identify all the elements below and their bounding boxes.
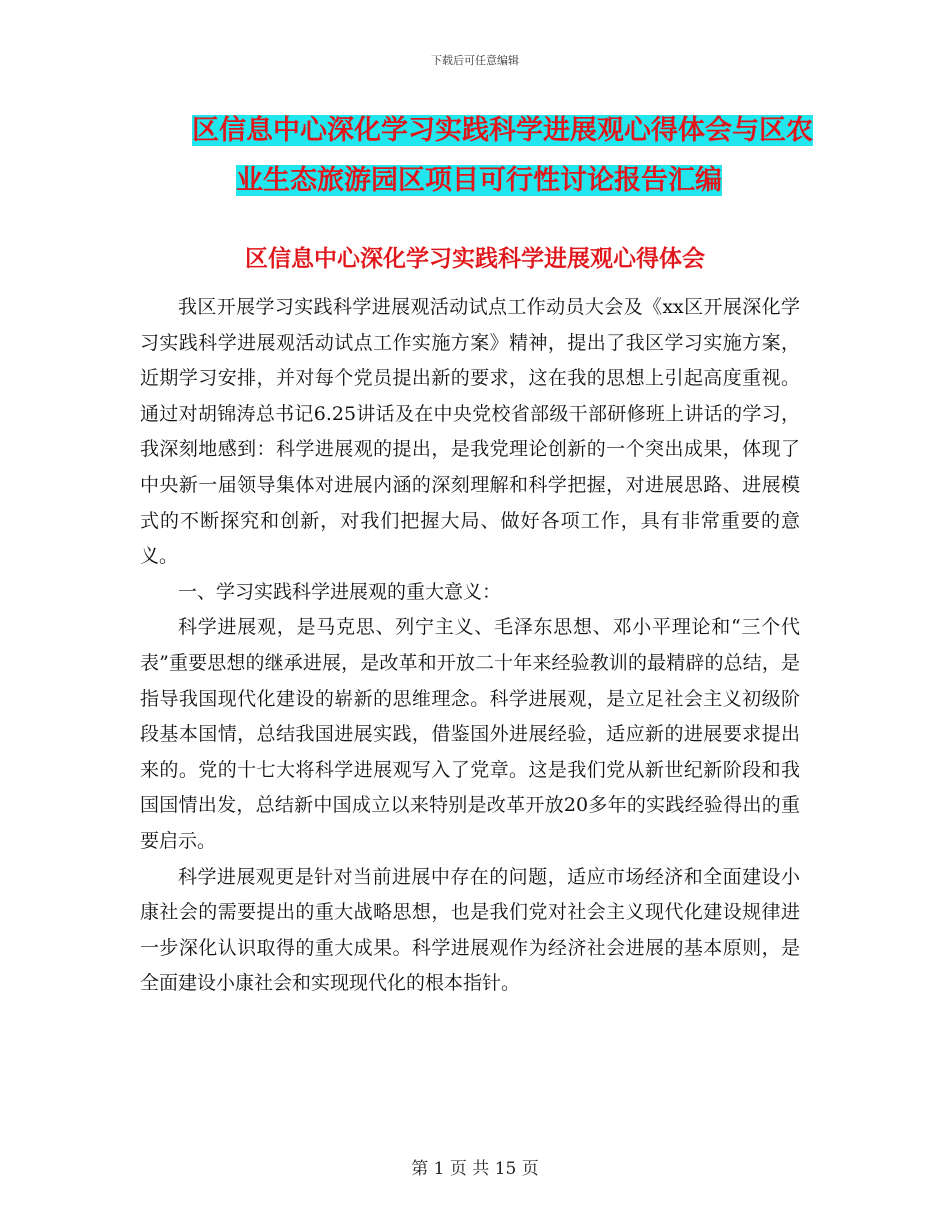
paragraph: 科学进展观更是针对当前进展中存在的问题，适应市场经济和全面建设小康社会的需要提出的重大战略思想，也是我们党对社会主义现代化建设规律进一步深化认识取得的重大成果。科学进展观作为经济社会进展的基本原则，是全面建设小康社会和实现现代化的根本指针。 [140,865,800,995]
paragraph: 一、学习实践科学进展观的重大意义： [178,580,502,603]
page-header-note: 下载后可任意编辑 [431,54,519,67]
document-title-line-2: 业生态旅游园区项目可行性讨论报告汇编 [236,165,722,196]
section-title: 区信息中心深化学习实践科学进展观心得体会 [245,245,705,272]
document-title-line-1: 区信息中心深化学习实践科学进展观心得体会与区农 [192,115,813,146]
paragraph: 科学进展观，是马克思、列宁主义、毛泽东思想、邓小平理论和“三个代表”重要思想的继承进展，是改革和开放二十年来经验教训的最精辟的总结，是指导我国现代化建设的崭新的思维理念。科学进展观，是立足社会主义初级阶段基本国情，总结我国进展实践，借鉴国外进展经验，适应新的进展要求提出来的。党的十七大将科学进展观写入了党章。这是我们党从新世纪新阶段和我国国情出发，总结新中国成立以来特别是改革开放20多年的实践经验得出的重要启示。 [140,616,800,852]
page-number-footer: 第 1 页 共 15 页 [411,1159,539,1179]
paragraph: 我区开展学习实践科学进展观活动试点工作动员大会及《xx区开展深化学习实践科学进展观活动试点工作实施方案》精神，提出了我区学习实施方案，近期学习安排，并对每个党员提出新的要求，这在我的思想上引起高度重视。通过对胡锦涛总书记6.25讲话及在中央党校省部级干部研修班上讲话的学习，我深刻地感到：科学进展观的提出，是我党理论创新的一个突出成果，体现了中央新一届领导集体对进展内涵的深刻理解和科学把握，对进展思路、进展模式的不断探究和创新，对我们把握大局、做好各项工作，具有非常重要的意义。 [140,296,800,568]
document-title [140,106,840,206]
document-body [140,290,800,1002]
